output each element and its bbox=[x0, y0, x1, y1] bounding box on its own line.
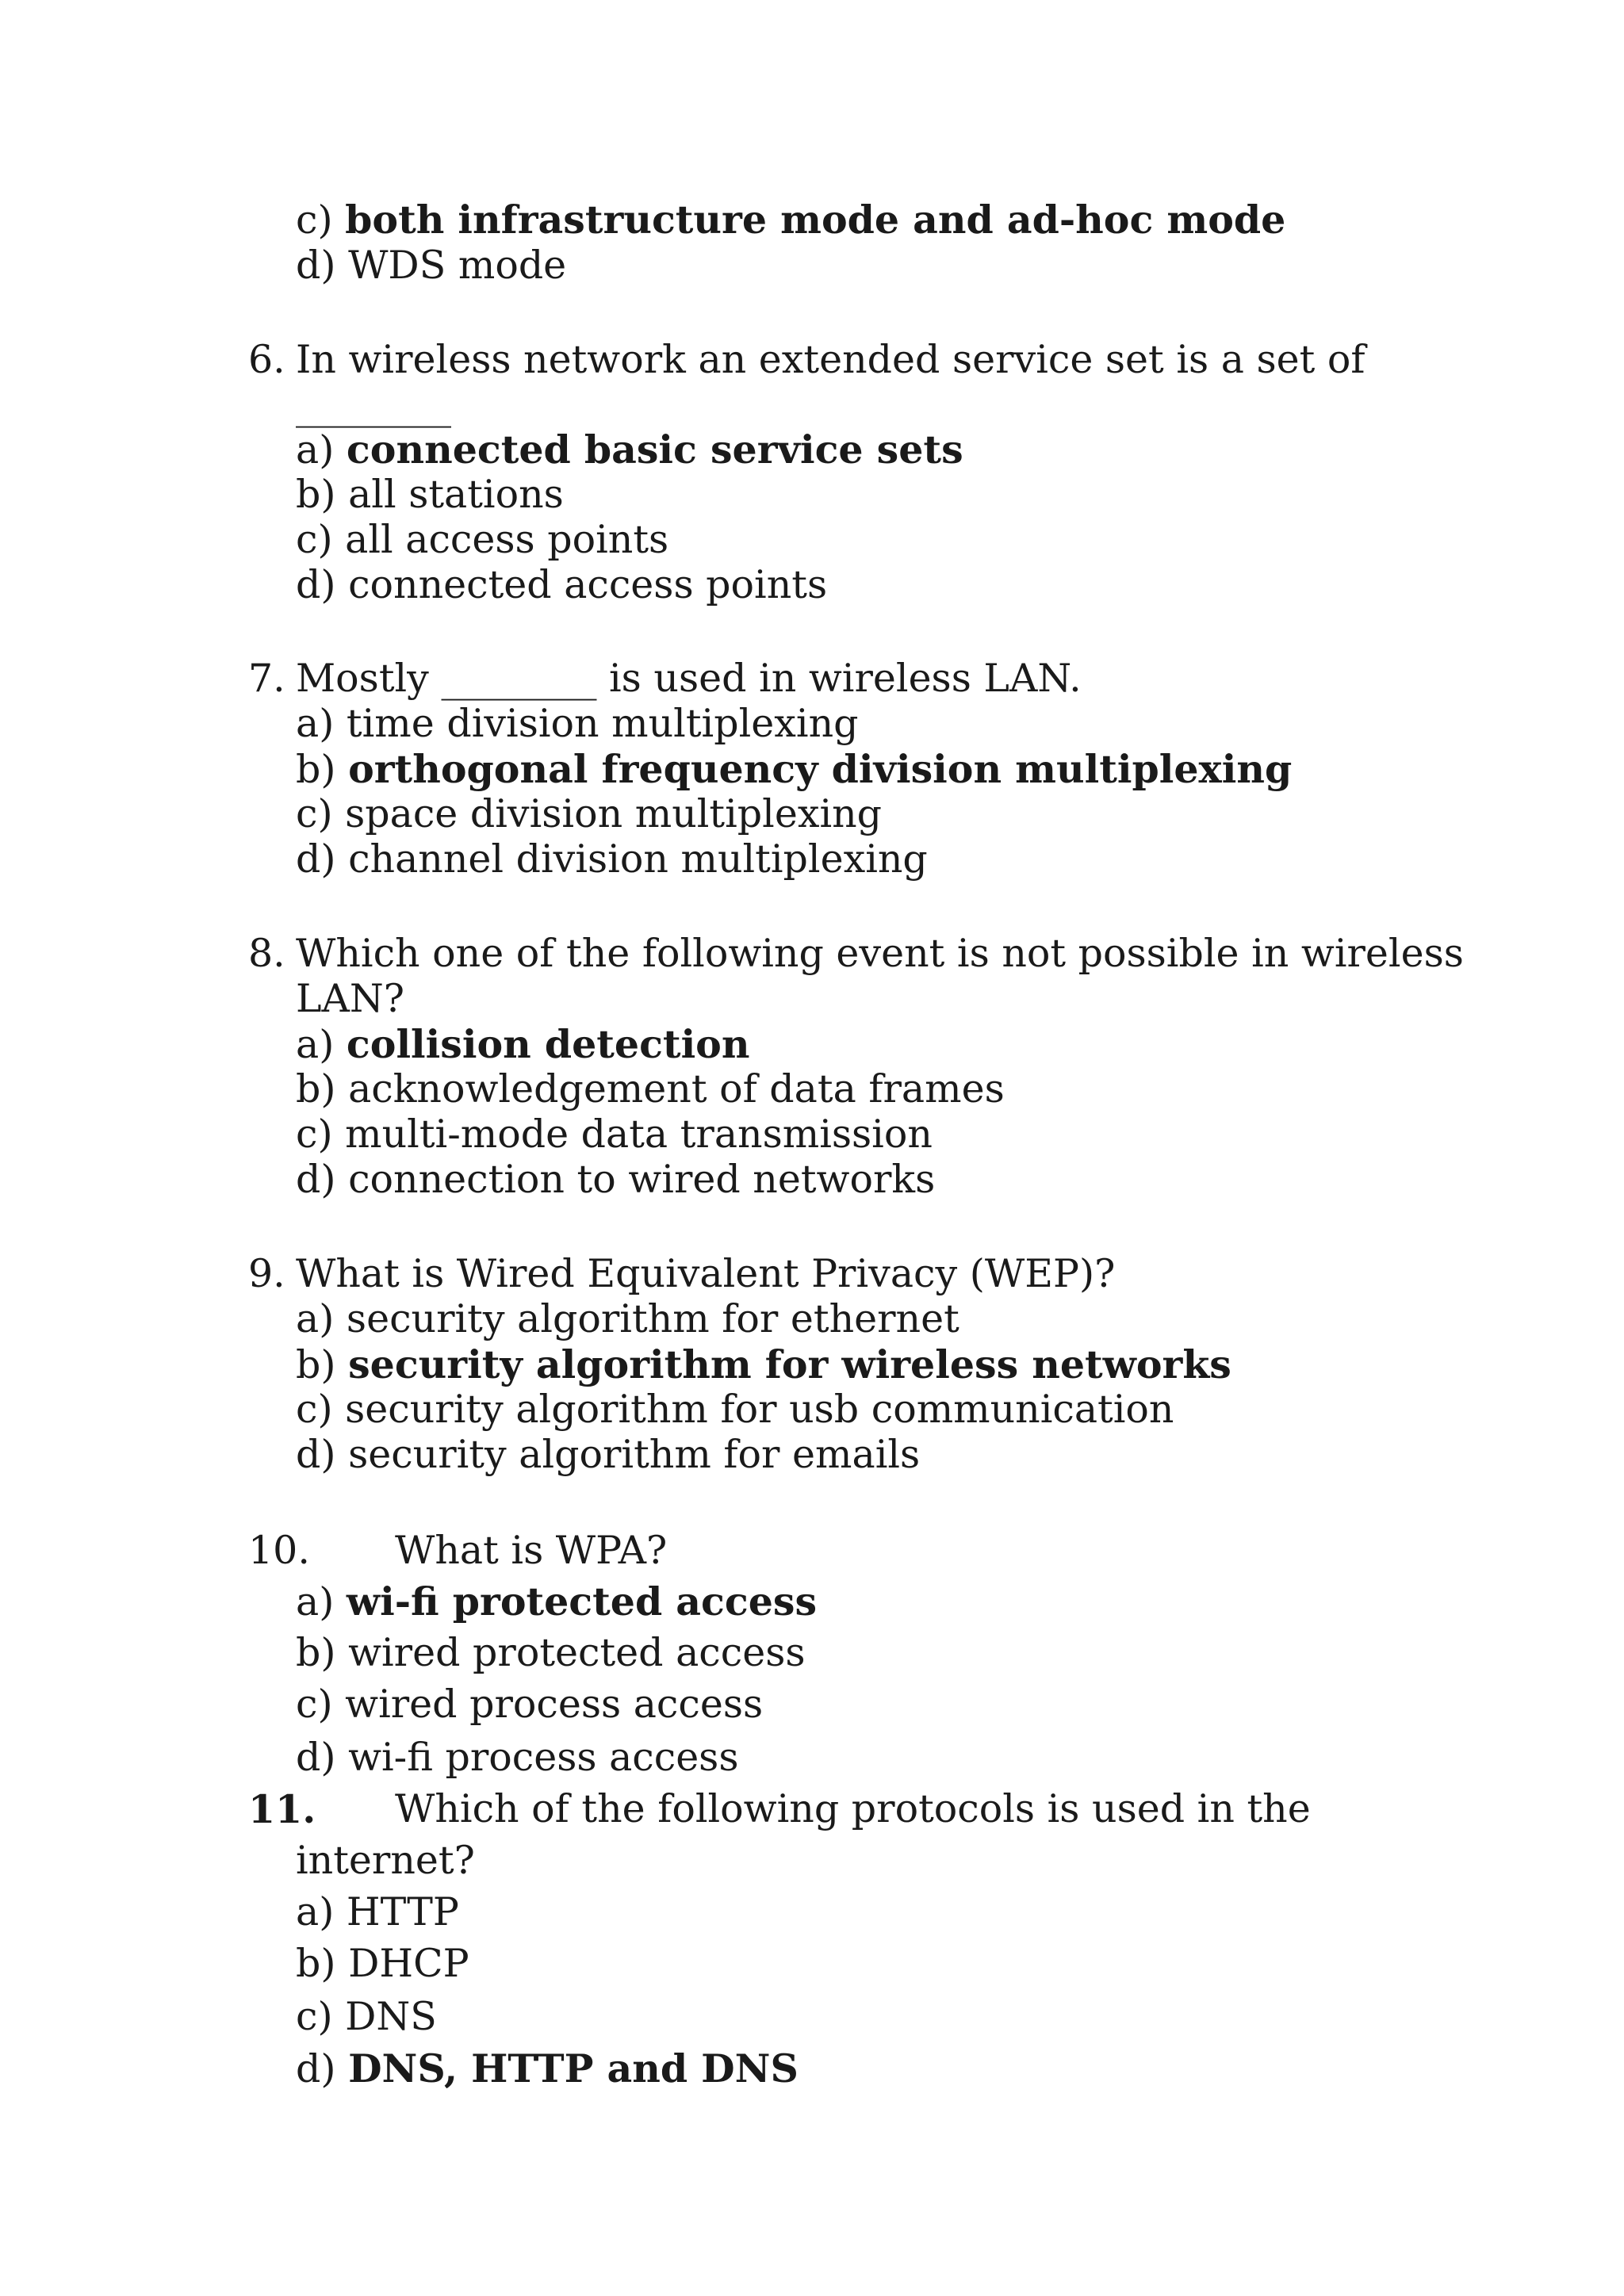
option-label: a) bbox=[296, 1579, 335, 1624]
option-label: b) bbox=[296, 747, 336, 792]
option-label: d) bbox=[296, 836, 336, 882]
q8-option-a bbox=[296, 1020, 750, 1069]
q11-number: 11. bbox=[248, 1786, 316, 1832]
q8-text: Which one of the following event is not possible in wireless bbox=[296, 931, 1464, 976]
option-text-answer: security algorithm for wireless networks bbox=[348, 1341, 1231, 1387]
q8-option-c bbox=[296, 1111, 933, 1158]
q11-text: Which of the following protocols is used in the bbox=[395, 1786, 1311, 1831]
q10-option-b bbox=[296, 1629, 805, 1677]
q6-option-a bbox=[296, 426, 963, 474]
option-text-answer: DNS, HTTP and DNS bbox=[348, 2045, 799, 2091]
option-label: c) bbox=[296, 1112, 333, 1157]
q9-text: What is Wired Equivalent Privacy (WEP)? bbox=[296, 1251, 1116, 1296]
option-text: security algorithm for usb communication bbox=[345, 1387, 1174, 1432]
q10-number: 10. bbox=[248, 1528, 310, 1573]
option-text: connected access points bbox=[348, 562, 828, 607]
option-text: wired protected access bbox=[348, 1630, 806, 1675]
q9-number: 9. bbox=[248, 1251, 285, 1296]
q7-text: Mostly ________ is used in wireless LAN. bbox=[296, 656, 1082, 701]
q7-option-c bbox=[296, 790, 882, 838]
option-text: wi-fi process access bbox=[348, 1735, 739, 1780]
q11-option-b bbox=[296, 1940, 469, 1988]
option-label: d) bbox=[296, 1432, 336, 1477]
q7-option-d bbox=[296, 836, 928, 883]
q11-option-a bbox=[296, 1888, 459, 1936]
option-text: time division multiplexing bbox=[346, 701, 859, 746]
q11-option-c bbox=[296, 1993, 437, 2041]
q8-option-d bbox=[296, 1156, 935, 1203]
option-label: b) bbox=[296, 1630, 336, 1675]
q11-option-d bbox=[296, 2045, 799, 2093]
option-label: c) bbox=[296, 1387, 333, 1432]
q5-option-d bbox=[296, 242, 566, 289]
option-label: a) bbox=[296, 1889, 335, 1934]
option-label: b) bbox=[296, 1342, 336, 1387]
option-label: d) bbox=[296, 1157, 336, 1202]
q9-option-c bbox=[296, 1386, 1174, 1433]
option-label: b) bbox=[296, 1066, 336, 1112]
option-text: security algorithm for ethernet bbox=[346, 1296, 959, 1341]
option-text: connection to wired networks bbox=[348, 1157, 936, 1202]
option-text: wired process access bbox=[345, 1682, 764, 1727]
q9-option-b bbox=[296, 1341, 1231, 1389]
option-text: HTTP bbox=[346, 1889, 459, 1934]
option-text: WDS mode bbox=[348, 243, 567, 288]
option-label: a) bbox=[296, 1296, 335, 1341]
option-text: acknowledgement of data frames bbox=[348, 1066, 1005, 1112]
option-label: c) bbox=[296, 197, 333, 243]
q6-option-d bbox=[296, 561, 827, 609]
option-label: b) bbox=[296, 1941, 336, 1986]
option-text-answer: wi-fi protected access bbox=[346, 1578, 818, 1624]
q10-option-c bbox=[296, 1681, 763, 1728]
option-text: DNS bbox=[345, 1994, 437, 2039]
option-label: d) bbox=[296, 562, 336, 607]
q10-option-a bbox=[296, 1578, 817, 1626]
q6-option-b bbox=[296, 471, 564, 519]
q10-option-d bbox=[296, 1734, 738, 1781]
option-text: all stations bbox=[348, 472, 564, 517]
q5-option-c bbox=[296, 196, 1285, 244]
option-label: a) bbox=[296, 1022, 335, 1067]
option-label: c) bbox=[296, 1682, 333, 1727]
option-label: b) bbox=[296, 472, 336, 517]
option-label: a) bbox=[296, 701, 335, 746]
option-text: space division multiplexing bbox=[345, 791, 883, 836]
option-label: c) bbox=[296, 1994, 333, 2039]
q7-option-a bbox=[296, 700, 859, 748]
option-label: c) bbox=[296, 791, 333, 836]
q6-option-c bbox=[296, 516, 668, 564]
option-text-answer: connected basic service sets bbox=[346, 427, 963, 473]
q8-option-b bbox=[296, 1066, 1005, 1113]
option-label: d) bbox=[296, 243, 336, 288]
q10-text: What is WPA? bbox=[395, 1528, 668, 1573]
q7-number: 7. bbox=[248, 656, 285, 701]
option-text: all access points bbox=[345, 517, 669, 562]
option-text: multi-mode data transmission bbox=[345, 1112, 933, 1157]
q6-blank: ________ bbox=[296, 383, 451, 428]
q9-option-a bbox=[296, 1295, 959, 1343]
q6-text: In wireless network an extended service set is a set of bbox=[296, 337, 1365, 382]
q11-text-continued: internet? bbox=[296, 1838, 475, 1883]
q8-number: 8. bbox=[248, 931, 285, 976]
option-label: a) bbox=[296, 427, 335, 473]
option-text: DHCP bbox=[348, 1941, 469, 1986]
q7-option-b bbox=[296, 745, 1292, 794]
q6-number: 6. bbox=[248, 337, 285, 382]
option-text: security algorithm for emails bbox=[348, 1432, 921, 1477]
option-text: channel division multiplexing bbox=[348, 836, 928, 882]
option-label: d) bbox=[296, 2046, 336, 2091]
q9-option-d bbox=[296, 1431, 920, 1479]
option-text-answer: collision detection bbox=[346, 1021, 750, 1067]
option-text-answer: both infrastructure mode and ad-hoc mode bbox=[345, 197, 1286, 243]
option-label: c) bbox=[296, 517, 333, 562]
option-label: d) bbox=[296, 1735, 336, 1780]
option-text-answer: orthogonal frequency division multiplexing bbox=[348, 746, 1293, 792]
q8-text-continued: LAN? bbox=[296, 976, 405, 1021]
